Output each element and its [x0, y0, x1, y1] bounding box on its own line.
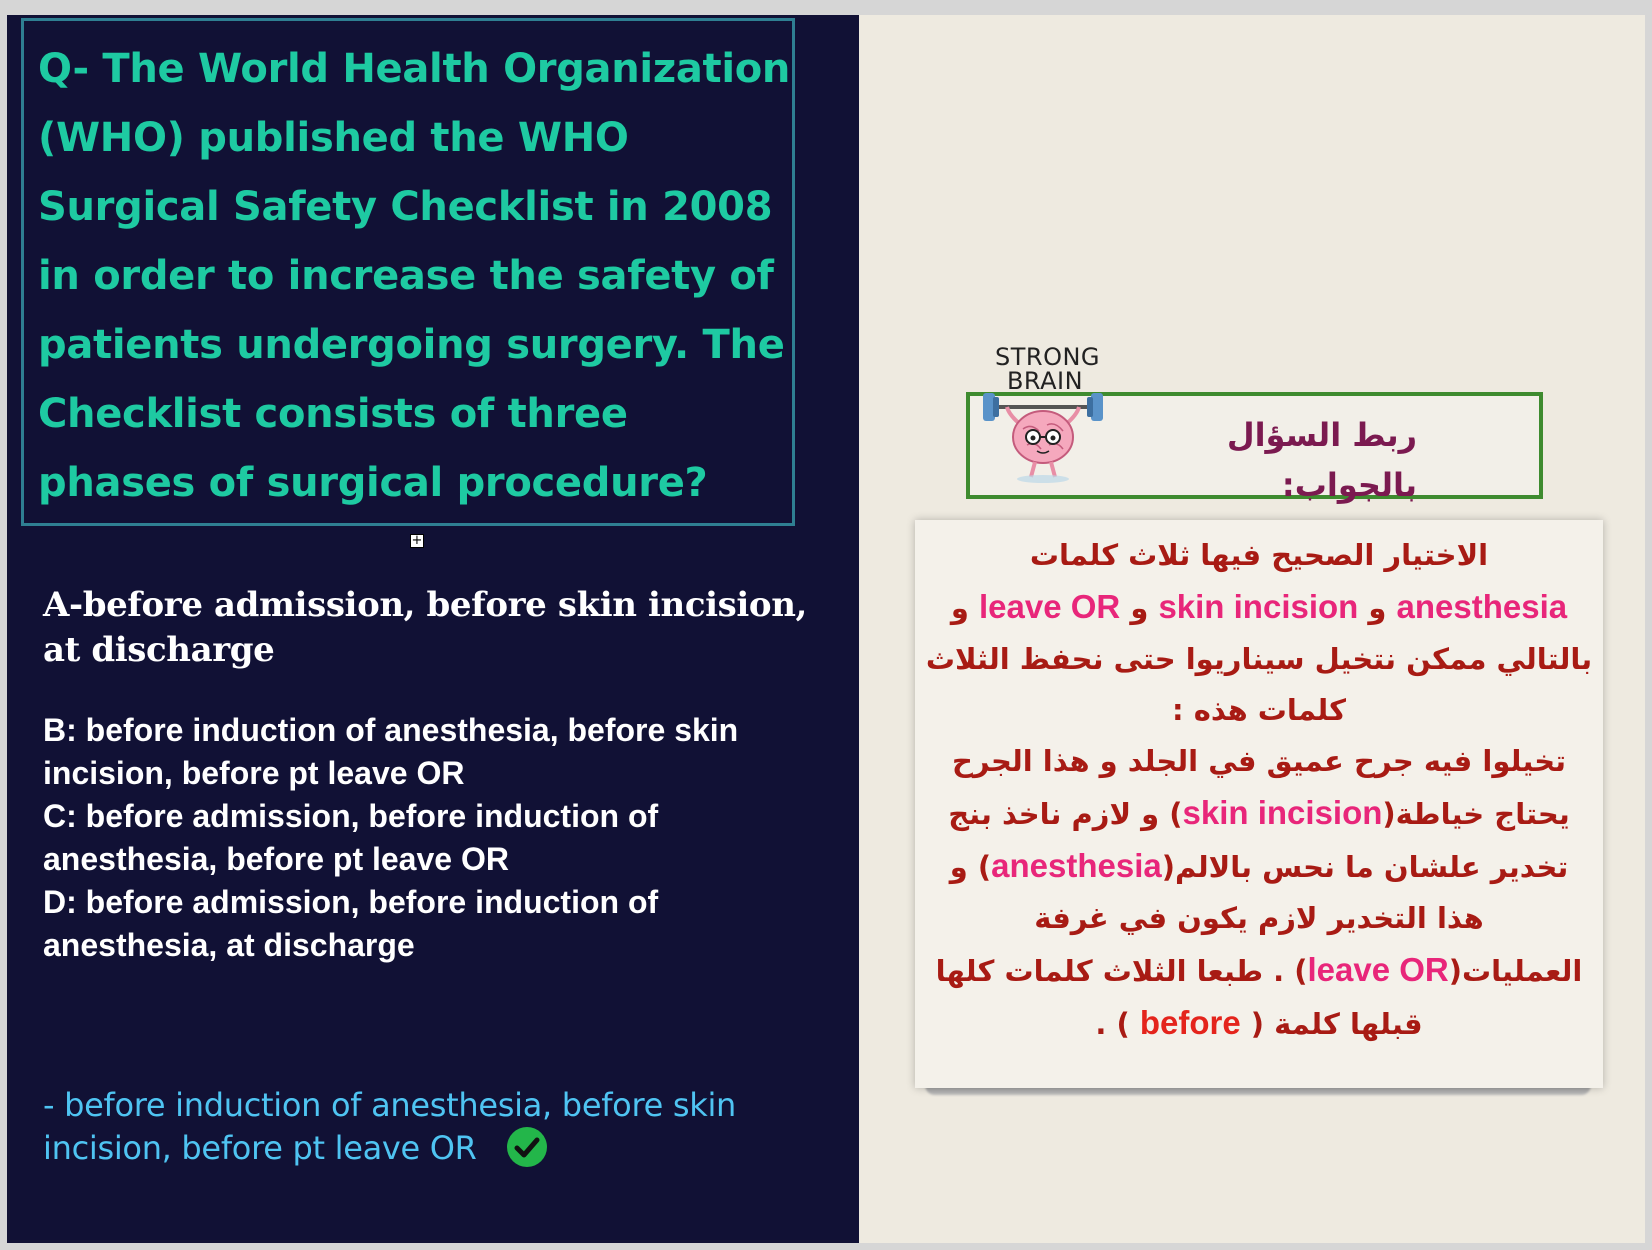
correct-answer — [43, 1084, 823, 1170]
keyword-before: before — [1139, 1004, 1241, 1041]
note-line-3: بالتالي ممكن نتخيل سيناريوا حتى نحفظ الثلاث كلمات هذه : — [925, 642, 1593, 727]
check-circle-icon — [507, 1127, 547, 1167]
move-handle-icon[interactable]: + — [411, 533, 423, 548]
note-line-1: الاختيار الصحيح فيها ثلاث كلمات — [1029, 538, 1489, 572]
note-line-4: تخيلوا فيه جرح عميق في الجلد و هذا الجرح يحتاج خياطة( — [952, 744, 1570, 831]
keyword-leave-or: leave OR — [978, 588, 1121, 625]
hint-label: ربط السؤال بالجواب: — [1226, 416, 1417, 504]
slide — [7, 15, 1645, 1243]
option-b: B: before induction of anesthesia, before skin incision, before pt leave OR — [43, 712, 739, 791]
option-a: A-before admission, before skin incision, at discharge — [43, 585, 807, 670]
question-text-box[interactable] — [21, 18, 795, 526]
keyword-anesthesia-2: anesthesia — [991, 847, 1162, 884]
note-and-3: و — [950, 591, 979, 625]
options-list — [43, 709, 823, 967]
question-panel — [7, 15, 859, 1243]
logo-line-2: BRAIN — [1006, 367, 1084, 395]
keyword-skin-incision-2: skin incision — [1182, 794, 1383, 831]
note-line-4c: ) و هذا التخدير لازم يكون في غرفة العمليات( — [949, 850, 1583, 988]
correct-answer-text: - before induction of anesthesia, before skin incision, before pt leave OR — [43, 1086, 737, 1167]
brain-mascot-icon — [983, 345, 1103, 495]
keyword-anesthesia: anesthesia — [1396, 588, 1568, 625]
note-and-1: و — [1358, 591, 1397, 625]
option-c: C: before admission, before induction of anesthesia, before pt leave OR — [43, 798, 659, 877]
strong-brain-logo — [983, 345, 1103, 495]
note-line-4b: ) و لازم ناخذ بنج تخدير علشان ما نحس بالالم( — [948, 797, 1569, 884]
logo-line-1: STRONG — [995, 343, 1101, 371]
note-and-2: و — [1120, 591, 1159, 625]
explanation-note — [915, 520, 1603, 1088]
note-line-4e: ) . — [1095, 1007, 1140, 1041]
explanation-text — [925, 530, 1593, 1050]
option-d: D: before admission, before induction of anesthesia, at discharge — [43, 884, 659, 963]
question-text: Q- The World Health Organization (WHO) published the WHO Surgical Safety Checklist in 2008 in order to increase the safety of patients undergoing surgery. The Checklist consists of three phases of surgical procedure? — [38, 46, 791, 506]
keyword-skin-incision: skin incision — [1158, 588, 1359, 625]
keyword-leave-or-2: leave OR — [1307, 951, 1449, 988]
note-line-4d: ) . طبعا الثلاث كلمات كلها قبلها كلمة ( — [935, 954, 1423, 1041]
